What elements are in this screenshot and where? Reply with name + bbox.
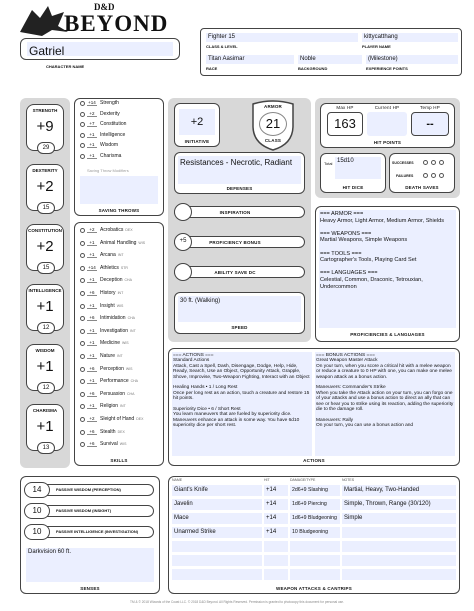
weapon-cell-name[interactable] [172, 569, 262, 580]
hit-points-title: HIT POINTS [373, 140, 402, 145]
defenses-field[interactable] [178, 156, 301, 184]
inspiration-field[interactable] [174, 203, 192, 221]
initiative-field[interactable] [179, 109, 215, 135]
player-name-label: PLAYER NAME [362, 44, 391, 49]
defenses-box [174, 152, 305, 194]
skill-ability: WIS [138, 240, 146, 245]
skill-name [100, 353, 123, 359]
skill-modifier: +14 [88, 264, 96, 270]
weapon-cell-name[interactable]: Unarmed Strike [172, 527, 262, 538]
skill-ability: INT [130, 328, 136, 333]
logo-text: BEYOND [64, 11, 169, 36]
skill-proficiency-circle[interactable] [80, 228, 85, 233]
skill-ability: DEX [136, 417, 144, 421]
skill-label: Arcana [100, 252, 116, 259]
senses-extra: Darkvision 60 ft. [28, 549, 72, 555]
skill-modifier: +2 [87, 416, 97, 422]
skill-ability: DEX [125, 228, 133, 232]
xp: (Milestone) [368, 56, 398, 62]
character-name: Gatriel [29, 44, 65, 58]
save-dc-label: ABILITY SAVE DC [214, 270, 256, 275]
ability-name: INTELLIGENCE [28, 288, 62, 293]
skill-label: Survival [100, 441, 118, 448]
skill-label: Religion [100, 403, 119, 410]
weapon-cell-notes[interactable] [342, 541, 456, 552]
death-save-failure-2[interactable] [431, 173, 436, 178]
race-label: RACE [206, 66, 218, 71]
weapon-cell-hit[interactable] [264, 541, 288, 552]
death-save-success-3[interactable] [439, 160, 444, 165]
skill-ability: CHA [127, 391, 135, 396]
temp-hp-value: -- [426, 118, 434, 130]
weapon-cell-damage[interactable]: 2d6+9 Slashing [290, 485, 340, 496]
death-saves-box [389, 153, 455, 193]
skill-name [100, 378, 138, 384]
saving-throw-name: Intelligence [100, 131, 126, 138]
speed-box [174, 292, 305, 334]
death-save-success-2[interactable] [431, 160, 436, 165]
saving-throw-proficiency-circle[interactable] [80, 122, 85, 127]
death-save-failure-3[interactable] [439, 173, 444, 178]
ability-name: WISDOM [35, 348, 55, 353]
skill-ability: WIS [119, 442, 127, 447]
skill-modifier: +6 [87, 391, 97, 397]
skill-proficiency-circle[interactable] [80, 291, 85, 296]
weapon-cell-name[interactable]: Mace [172, 513, 262, 524]
defenses-text: Resistances - Necrotic, Radiant [180, 158, 293, 167]
weapon-cell-notes[interactable] [342, 569, 456, 580]
skill-name [100, 391, 134, 397]
skill-modifier: +1 [87, 252, 97, 258]
ability-name: CHARISMA [32, 408, 58, 413]
saving-throw-name: Charisma [100, 152, 122, 159]
skill-modifier: +1 [87, 403, 97, 409]
ability-modifier[interactable]: +1 [36, 418, 54, 435]
character-name-field[interactable] [27, 42, 173, 56]
skill-name [100, 277, 132, 283]
passive-sense-value[interactable]: 14 [24, 482, 50, 498]
skill-modifier: +2 [87, 227, 97, 233]
background-label: BACKGROUND [298, 66, 328, 71]
weapon-cell-name[interactable] [172, 555, 262, 566]
hit-dice-label: HIT DICE [342, 185, 364, 190]
weapon-cell-notes[interactable]: Simple, Thrown, Range (30/120) [342, 499, 456, 510]
weapon-cell-hit[interactable]: +14 [264, 527, 288, 538]
failures-label: FAILURES [396, 174, 414, 178]
skill-label: History [100, 290, 116, 296]
passive-sense-label: PASSIVE INTELLIGENCE (INVESTIGATION) [56, 529, 139, 534]
saving-throw-modifier: +1 [87, 142, 97, 148]
skill-proficiency-circle[interactable] [80, 354, 85, 359]
skill-name [100, 441, 126, 447]
saving-throw-modifier: +14 [88, 100, 96, 105]
ability-name: DEXTERITY [32, 168, 58, 173]
proficiencies-box [315, 206, 460, 342]
skill-name [100, 265, 128, 271]
saving-throw-name: Strength [100, 100, 119, 106]
weapon-cell-notes[interactable] [342, 555, 456, 566]
skill-modifier: +6 [87, 441, 97, 447]
weapon-cell-hit[interactable]: +14 [264, 485, 288, 496]
race-field[interactable] [206, 55, 294, 64]
skill-name [100, 303, 123, 309]
saving-throw-modifier: +1 [87, 153, 97, 159]
ability-box-5 [26, 404, 64, 451]
skill-label: Deception [100, 277, 123, 284]
skill-name [100, 429, 125, 435]
armor-class-field[interactable] [259, 112, 287, 136]
proficiency-label: PROFICIENCY BONUS [209, 240, 261, 245]
skill-label: Sleight of Hand [100, 416, 135, 422]
character-name-box [20, 38, 180, 60]
skill-label: Investigation [100, 327, 129, 334]
speed-label: SPEED [231, 325, 248, 330]
weapons-header: NOTES [342, 478, 355, 482]
logo-dd: D&D [94, 2, 115, 12]
saving-throw-proficiency-circle[interactable] [80, 101, 85, 106]
initiative-label: INITIATIVE [184, 139, 210, 144]
skill-proficiency-circle[interactable] [80, 329, 85, 334]
skill-ability: WIS [122, 341, 129, 346]
death-saves-label: DEATH SAVES [405, 185, 439, 190]
weapon-cell-hit[interactable]: +14 [264, 513, 288, 524]
skill-modifier: +1 [87, 328, 97, 334]
ability-box-3 [26, 284, 64, 331]
weapon-cell-hit[interactable]: +14 [264, 499, 288, 510]
weapon-cell-name[interactable]: Javelin [172, 499, 262, 510]
skills-title: SKILLS [110, 458, 128, 463]
hit-dice-box [320, 153, 386, 193]
initiative-value: +2 [190, 116, 204, 128]
race: Titan Aasimar [208, 56, 245, 62]
saving-throw-name: Dexterity [100, 110, 120, 117]
ability-score[interactable]: 13 [37, 442, 55, 454]
weapons-header: NAME [172, 478, 183, 482]
skill-label: Insight [100, 302, 115, 309]
skill-label: Medicine [100, 340, 121, 347]
weapon-cell-hit[interactable] [264, 569, 288, 580]
skill-label: Nature [100, 353, 116, 359]
skill-name [100, 340, 129, 346]
skill-modifier: +1 [87, 240, 97, 246]
ability-score[interactable]: 15 [37, 262, 55, 274]
saving-throw-proficiency-circle[interactable] [80, 143, 85, 148]
skill-label: Intimidation [100, 315, 126, 322]
skill-label: Persuasion [100, 390, 126, 397]
class-level: Fighter 15 [208, 34, 236, 40]
skill-label: Athletics [100, 264, 119, 271]
ability-modifier[interactable]: +1 [36, 298, 54, 315]
hit-dice-value: 15d10 [337, 158, 354, 164]
save-dc-field[interactable] [174, 263, 192, 281]
skill-modifier: +1 [87, 353, 97, 359]
skill-ability: CHA [130, 379, 139, 384]
ability-modifier[interactable]: +2 [36, 238, 54, 255]
saving-throws-title: SAVING THROWS [98, 208, 140, 213]
passive-sense-label: PASSIVE WISDOM (INSIGHT) [56, 508, 112, 513]
hit-dice-total-label: Total [324, 161, 333, 166]
skill-modifier: +6 [87, 366, 97, 372]
passive-sense-value[interactable]: 10 [24, 524, 50, 540]
character-name-label: CHARACTER NAME [46, 64, 85, 69]
ability-name: CONSTITUTION [28, 228, 62, 233]
death-save-failure-1[interactable] [423, 173, 428, 178]
actions-title: ACTIONS [303, 458, 325, 463]
skill-proficiency-circle[interactable] [80, 367, 85, 372]
logo [12, 2, 187, 40]
armor-label-bottom: CLASS [264, 138, 282, 143]
skill-label: Perception [100, 365, 124, 372]
weapon-cell-damage[interactable] [290, 541, 340, 552]
current-hp-label: Current HP [374, 105, 400, 110]
weapon-cell-damage[interactable]: 10 Bludgeoning [290, 527, 340, 538]
skill-modifier: +6 [87, 315, 97, 321]
class-level-label: CLASS & LEVEL [206, 44, 238, 49]
weapon-cell-name[interactable]: Giant's Knife [172, 485, 262, 496]
skill-name [100, 290, 123, 296]
skill-ability: WIS [116, 303, 124, 308]
ability-score[interactable]: 29 [37, 142, 55, 154]
skill-label: Stealth [100, 428, 116, 435]
initiative-box [174, 103, 220, 147]
weapon-cell-damage[interactable]: 1d6+9 Piercing [290, 499, 340, 510]
skill-label: Animal Handling [100, 239, 137, 246]
proficiencies-text[interactable]: === ARMOR === Heavy Armor, Light Armor, Medium Armor, Shields === WEAPONS === Martial Weapons, Simple Weapons === TOOLS === Cartographer's Tools, Playing Card Set === LANGUAGES === Celestial, Common, Draconic, Tetrouxian, Undercommon [319, 210, 456, 328]
skill-proficiency-circle[interactable] [80, 430, 85, 435]
saving-throw-modifier: +2 [87, 111, 97, 117]
skill-proficiency-circle[interactable] [80, 304, 85, 309]
skill-label: Acrobatics [100, 227, 124, 233]
weapon-cell-hit[interactable] [264, 555, 288, 566]
skill-name [100, 416, 143, 422]
max-hp-label: Max HP [336, 105, 354, 110]
xp-label: EXPERIENCE POINTS [366, 66, 408, 71]
temp-hp-label: Temp HP [420, 105, 440, 110]
player-name-field[interactable] [362, 33, 458, 42]
proficiency-field[interactable] [174, 233, 192, 251]
skill-name [100, 403, 126, 409]
skill-label: Performance [100, 378, 129, 385]
skill-ability: CHA [127, 316, 135, 321]
hit-dice-field[interactable] [335, 157, 381, 179]
successes-label: SUCCESSES [392, 161, 414, 165]
ability-modifier[interactable]: +9 [36, 118, 54, 135]
skill-name [100, 366, 133, 372]
armor-label-top: ARMOR [264, 104, 282, 109]
senses-title: SENSES [80, 586, 100, 591]
dragon-icon [12, 2, 72, 40]
skill-modifier: +1 [87, 340, 97, 346]
skill-ability: INT [117, 291, 124, 295]
skill-ability: INT [120, 404, 126, 409]
player-name: kittycatthang [364, 34, 398, 40]
saving-throw-proficiency-circle[interactable] [80, 154, 85, 159]
skill-ability: INT [117, 253, 124, 258]
weapons-header: HIT [264, 478, 270, 482]
weapon-cell-notes[interactable]: Simple [342, 513, 456, 524]
saving-throw-proficiency-circle[interactable] [80, 112, 85, 117]
ability-score[interactable]: 12 [37, 382, 55, 394]
skill-ability: INT [117, 354, 123, 358]
ability-box-4 [26, 344, 64, 391]
saving-throw-modifier: +1 [87, 132, 97, 138]
footer-text: TM & © 2018 Wizards of the Coast LLC. © 2018 D&D Beyond. All Rights Reserved. Permission is granted to photocopy this document for personal use. [130, 600, 344, 604]
weapon-cell-notes[interactable] [342, 527, 456, 538]
ability-modifier[interactable]: +1 [36, 358, 54, 375]
speed-text: 30 ft. (Walking) [180, 298, 221, 304]
skill-ability: STR [120, 265, 128, 270]
weapon-cell-name[interactable] [172, 541, 262, 552]
saving-throw-modifier: +7 [87, 121, 97, 127]
skill-name [100, 252, 123, 258]
background-field[interactable] [298, 55, 362, 64]
skill-proficiency-circle[interactable] [80, 392, 85, 397]
skill-modifier: +6 [87, 429, 97, 435]
skill-name [100, 240, 145, 246]
ability-box-1 [26, 164, 64, 211]
skill-ability: CHA [124, 278, 132, 283]
ability-score[interactable]: 12 [37, 322, 55, 334]
ability-name: STRENGTH [32, 108, 58, 113]
skill-proficiency-circle[interactable] [80, 241, 85, 246]
saving-throw-name: Wisdom [100, 142, 119, 148]
skill-ability: DEX [117, 429, 125, 434]
saving-throw-proficiency-circle[interactable] [80, 133, 85, 138]
death-save-success-1[interactable] [423, 160, 428, 165]
speed-field[interactable] [178, 296, 301, 322]
weapon-cell-damage[interactable]: 1d6+9 Bludgeoning [290, 513, 340, 524]
skill-name [100, 328, 136, 334]
temp-hp-field[interactable] [411, 112, 449, 136]
ability-score[interactable]: 15 [37, 202, 55, 214]
passive-sense-value[interactable]: 10 [24, 503, 50, 519]
senses-extra-field[interactable] [26, 548, 154, 582]
proficiency-value: +5 [179, 238, 187, 244]
skill-modifier: +1 [87, 277, 97, 283]
weapon-cell-damage[interactable] [290, 569, 340, 580]
ability-modifier[interactable]: +2 [36, 178, 54, 195]
skill-name [100, 227, 133, 233]
skill-modifier: +6 [87, 290, 97, 296]
skill-ability: WIS [125, 366, 133, 371]
skill-modifier: +1 [87, 378, 97, 384]
skill-modifier: +1 [87, 303, 97, 309]
actions-right-text[interactable]: === BONUS ACTIONS === Great Weapon Master Attack On your turn, when you score a critical hit with a melee weapon or reduce a creature to 0 HP with one, you can make one melee weapon attack as a bonus action. Maneuvers: Commander's Strike When you take the Attack action on your turn, you can forgo one of your attacks and use a bonus action to direct an ally that can see or hear you to strike using its reaction, adding the superiority die to the damage roll. Maneuvers: Rally On your turn, you can use a bonus action and [315, 352, 455, 456]
saving-throw-name: Constitution [100, 121, 127, 127]
armor-class-value: 21 [265, 116, 281, 131]
weapons-title: WEAPON ATTACKS & CANTRIPS [276, 586, 352, 591]
ability-box-0 [26, 104, 64, 151]
max-hp-field[interactable] [327, 112, 363, 136]
saving-throw-modifiers-field[interactable] [80, 176, 158, 204]
skill-proficiency-circle[interactable] [80, 417, 85, 422]
background: Noble [300, 56, 316, 62]
actions-box [168, 348, 460, 466]
skill-proficiency-circle[interactable] [80, 266, 85, 271]
current-hp-field[interactable] [367, 112, 407, 136]
defenses-label: DEFENSES [226, 186, 253, 191]
weapons-header: DAMAGE/TYPE [290, 478, 316, 482]
saving-throw-modifiers-label: Saving Throw Modifiers [87, 168, 129, 173]
xp-field[interactable] [366, 55, 458, 64]
weapon-cell-damage[interactable] [290, 555, 340, 566]
ability-box-2 [26, 224, 64, 271]
passive-sense-label: PASSIVE WISDOM (PERCEPTION) [56, 487, 121, 492]
weapon-cell-notes[interactable]: Martial, Heavy, Two-Handed [342, 485, 456, 496]
skill-name [100, 315, 135, 321]
class-level-field[interactable] [206, 33, 358, 42]
proficiencies-title: PROFICIENCIES & LANGUAGES [350, 332, 425, 337]
max-hp-value: 163 [334, 116, 356, 131]
inspiration-label: INSPIRATION [219, 210, 251, 215]
actions-left-text[interactable]: === ACTIONS === Standard Actions Attack, Cast a Spell, Dash, Disengage, Dodge, Help, Hide, Ready, Search, Use an Object, Opportunity Attack, Grapple, Shove, Improvise, Two-Weapon Fighting, Interact with an Object Healing Hands • 1 / Long Rest Once per long rest as an action, touch a creature and restore 15 hit points. Superiority Dice • 6 / Short Rest You learn maneuvers that are fueled by superiority dice. Maneuvers enhance an attack in some way. You have 6d10 superiority dice per short rest. [172, 352, 312, 456]
